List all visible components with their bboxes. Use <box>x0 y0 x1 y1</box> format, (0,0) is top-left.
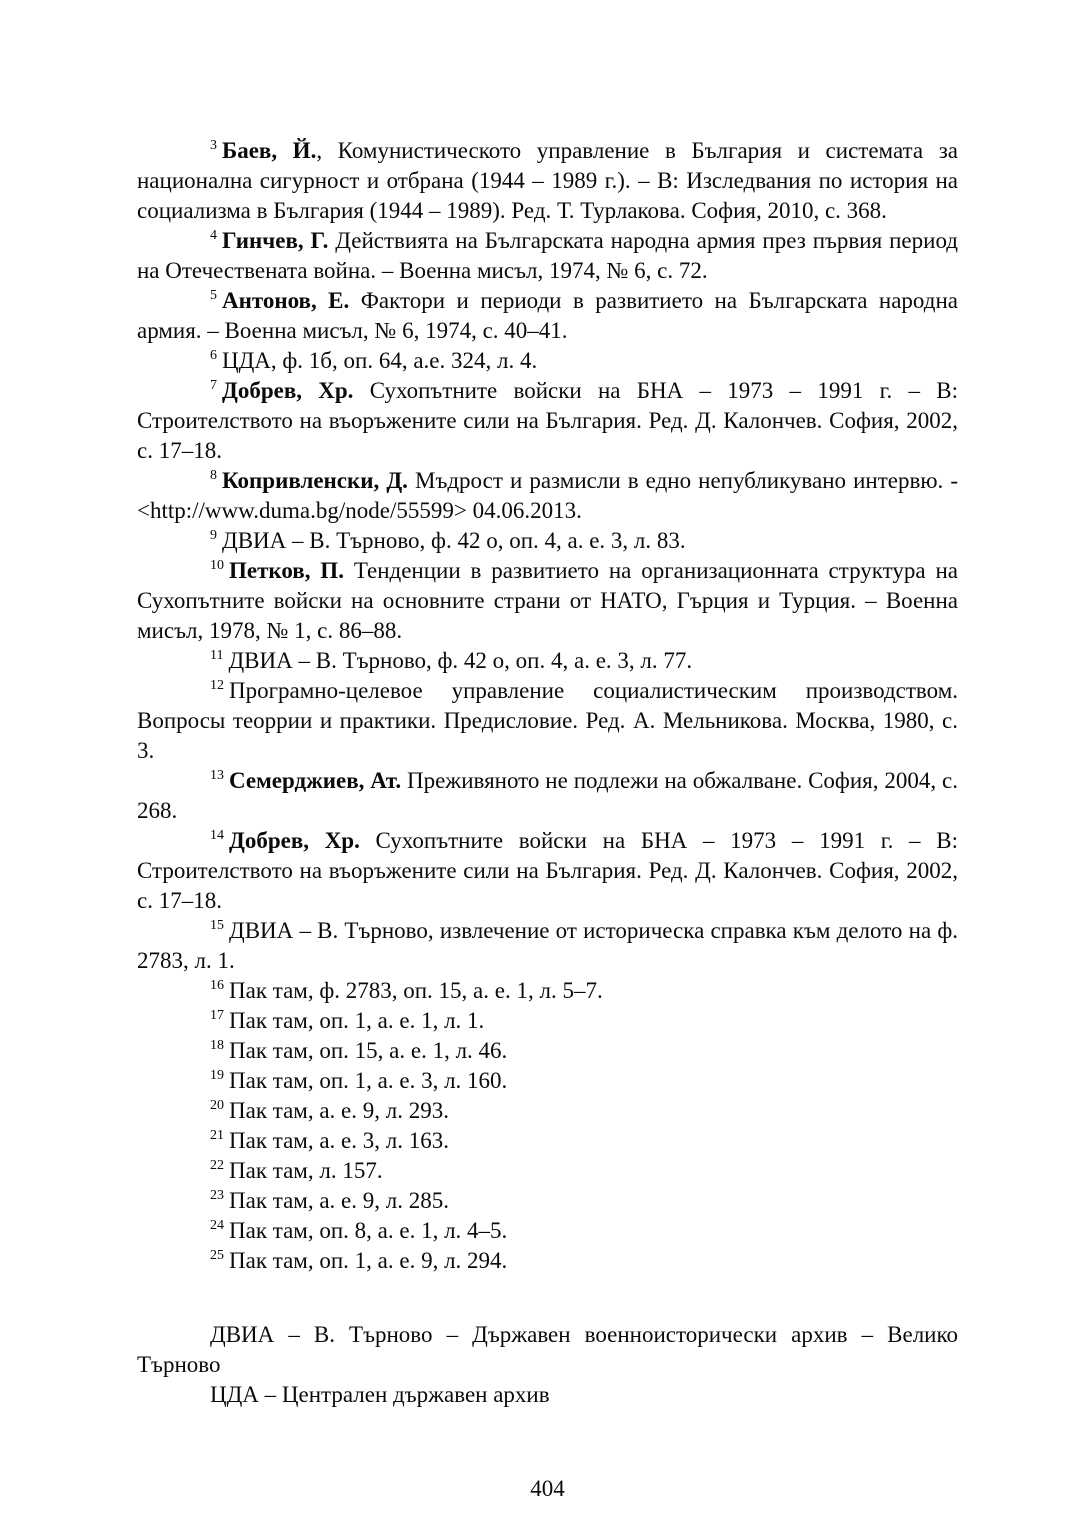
endnote <box>137 976 958 1006</box>
page-number: 404 <box>530 1476 565 1501</box>
endnote-text: Действията на Българската народна армия през първия период на Отечествената война. – Военна мисъл, 1974, № 6, с. 72. <box>137 228 958 283</box>
endnote-text: ДВИА – В. Търново, ф. 42 о, оп. 4, а. е. 3, л. 77. <box>228 648 693 673</box>
endnote-author: Копривленски, Д. <box>222 468 408 493</box>
endnote-text: Пак там, оп. 1, а. е. 9, л. 294. <box>229 1248 508 1273</box>
endnote <box>137 346 958 376</box>
endnotes-section <box>137 136 958 1276</box>
endnote <box>137 826 958 916</box>
endnote <box>137 676 958 766</box>
endnote <box>137 1096 958 1126</box>
endnote-number: 3 <box>210 138 217 154</box>
endnote-number: 12 <box>210 678 224 694</box>
endnote <box>137 526 958 556</box>
endnote-number: 16 <box>210 978 224 994</box>
endnote-text: Фактори и периоди в развитието на Българската народна армия. – Военна мисъл, № 6, 1974, с. 40–41. <box>137 288 958 343</box>
endnote <box>137 1186 958 1216</box>
endnote <box>137 1216 958 1246</box>
endnote-author: Баев, Й. <box>222 138 317 163</box>
endnote-text: ДВИА – В. Търново, извлечение от историческа справка към делото на ф. 2783, л. 1. <box>137 918 958 973</box>
endnote-number: 17 <box>210 1008 224 1024</box>
endnote <box>137 466 958 526</box>
endnote <box>137 1246 958 1276</box>
endnote-number: 19 <box>210 1068 224 1084</box>
endnote-number: 21 <box>210 1128 224 1144</box>
endnote <box>137 286 958 346</box>
endnote-number: 9 <box>210 528 217 544</box>
endnote-text: Мъдрост и размисли в едно непубликувано интервю. - <http://www.duma.bg/node/55599> 04.06.2013. <box>137 468 958 523</box>
endnote <box>137 1156 958 1186</box>
endnote-author: Петков, П. <box>229 558 344 583</box>
endnote-text: Пак там, л. 157. <box>229 1158 383 1183</box>
endnote <box>137 1006 958 1036</box>
endnote-number: 8 <box>210 468 217 484</box>
endnote <box>137 556 958 646</box>
endnote-text: Преживяното не подлежи на обжалване. София, 2004, с. 268. <box>137 768 958 823</box>
endnote <box>137 136 958 226</box>
endnote-number: 7 <box>210 378 217 394</box>
endnote-number: 11 <box>210 648 224 664</box>
endnote-author: Добрев, Хр. <box>229 828 360 853</box>
endnote-text: ДВИА – В. Търново, ф. 42 о, оп. 4, а. е. 3, л. 83. <box>222 528 686 553</box>
endnote-text: Пак там, а. е. 9, л. 293. <box>229 1098 449 1123</box>
endnote <box>137 646 958 676</box>
endnote-number: 20 <box>210 1098 224 1114</box>
endnote-number: 25 <box>210 1248 224 1264</box>
endnote <box>137 376 958 466</box>
endnote-text: Пак там, оп. 1, а. е. 3, л. 160. <box>229 1068 508 1093</box>
endnote-text: Програмно-целевое управление социалистическим производством. Вопросы теоррии и практики. Предисловие. Ред. А. Мельникова. Москва, 1980, с. 3. <box>137 678 958 763</box>
endnote <box>137 766 958 826</box>
endnote-text: Сухопътните войски на БНА – 1973 – 1991 г. – В: Строителството на въоръжените сили на България. Ред. Д. Калончев. София, 2002, с. 17–18. <box>137 828 958 913</box>
endnote-number: 15 <box>210 918 224 934</box>
endnote-text: Пак там, оп. 1, а. е. 1, л. 1. <box>229 1008 485 1033</box>
endnote <box>137 1066 958 1096</box>
endnote <box>137 1036 958 1066</box>
endnote <box>137 226 958 286</box>
endnote-number: 24 <box>210 1218 224 1234</box>
endnote <box>137 916 958 976</box>
endnote-text: Пак там, а. е. 9, л. 285. <box>229 1188 449 1213</box>
endnote-author: Семерджиев, Ат. <box>229 768 402 793</box>
endnote-text: , Комунистическото управление в България и системата за национална сигурност и отбрана (1944 – 1989 г.). – В: Изследвания по история на социализма в България (1944 – 1989). Ред. Т. Турлакова. София, 2010, с. 368. <box>137 138 958 223</box>
endnote-number: 4 <box>210 228 217 244</box>
endnote-text: Тенденции в развитието на организационната структура на Сухопътните войски на основните страни от НАТО, Гърция и Турция. – Военна мисъл, 1978, № 1, с. 86–88. <box>137 558 958 643</box>
endnote-number: 14 <box>210 828 224 844</box>
endnote-text: Пак там, а. е. 3, л. 163. <box>229 1128 449 1153</box>
endnote-number: 18 <box>210 1038 224 1054</box>
endnote-author: Гинчев, Г. <box>222 228 329 253</box>
endnote-number: 10 <box>210 558 224 574</box>
endnote <box>137 1126 958 1156</box>
endnote-text: Пак там, ф. 2783, оп. 15, а. е. 1, л. 5–7. <box>229 978 603 1003</box>
endnote-author: Антонов, Е. <box>222 288 350 313</box>
endnote-number: 6 <box>210 348 217 364</box>
abbreviations-section <box>137 1320 958 1410</box>
endnote-text: ЦДА, ф. 1б, оп. 64, а.е. 324, л. 4. <box>222 348 538 373</box>
abbreviation-cda: ЦДА – Централен държавен архив <box>210 1382 550 1407</box>
abbreviation-dvia: ДВИА – В. Търново – Държавен военноисторически архив – Велико Търново <box>137 1322 958 1377</box>
endnote-number: 23 <box>210 1188 224 1204</box>
endnote-number: 5 <box>210 288 217 304</box>
endnote-text: Сухопътните войски на БНА – 1973 – 1991 г. – В: Строителството на въоръжените сили на България. Ред. Д. Калончев. София, 2002, с. 17–18. <box>137 378 958 463</box>
endnote-text: Пак там, оп. 8, а. е. 1, л. 4–5. <box>229 1218 508 1243</box>
endnote-text: Пак там, оп. 15, а. е. 1, л. 46. <box>229 1038 508 1063</box>
endnote-number: 13 <box>210 768 224 784</box>
endnote-number: 22 <box>210 1158 224 1174</box>
endnote-author: Добрев, Хр. <box>222 378 354 403</box>
